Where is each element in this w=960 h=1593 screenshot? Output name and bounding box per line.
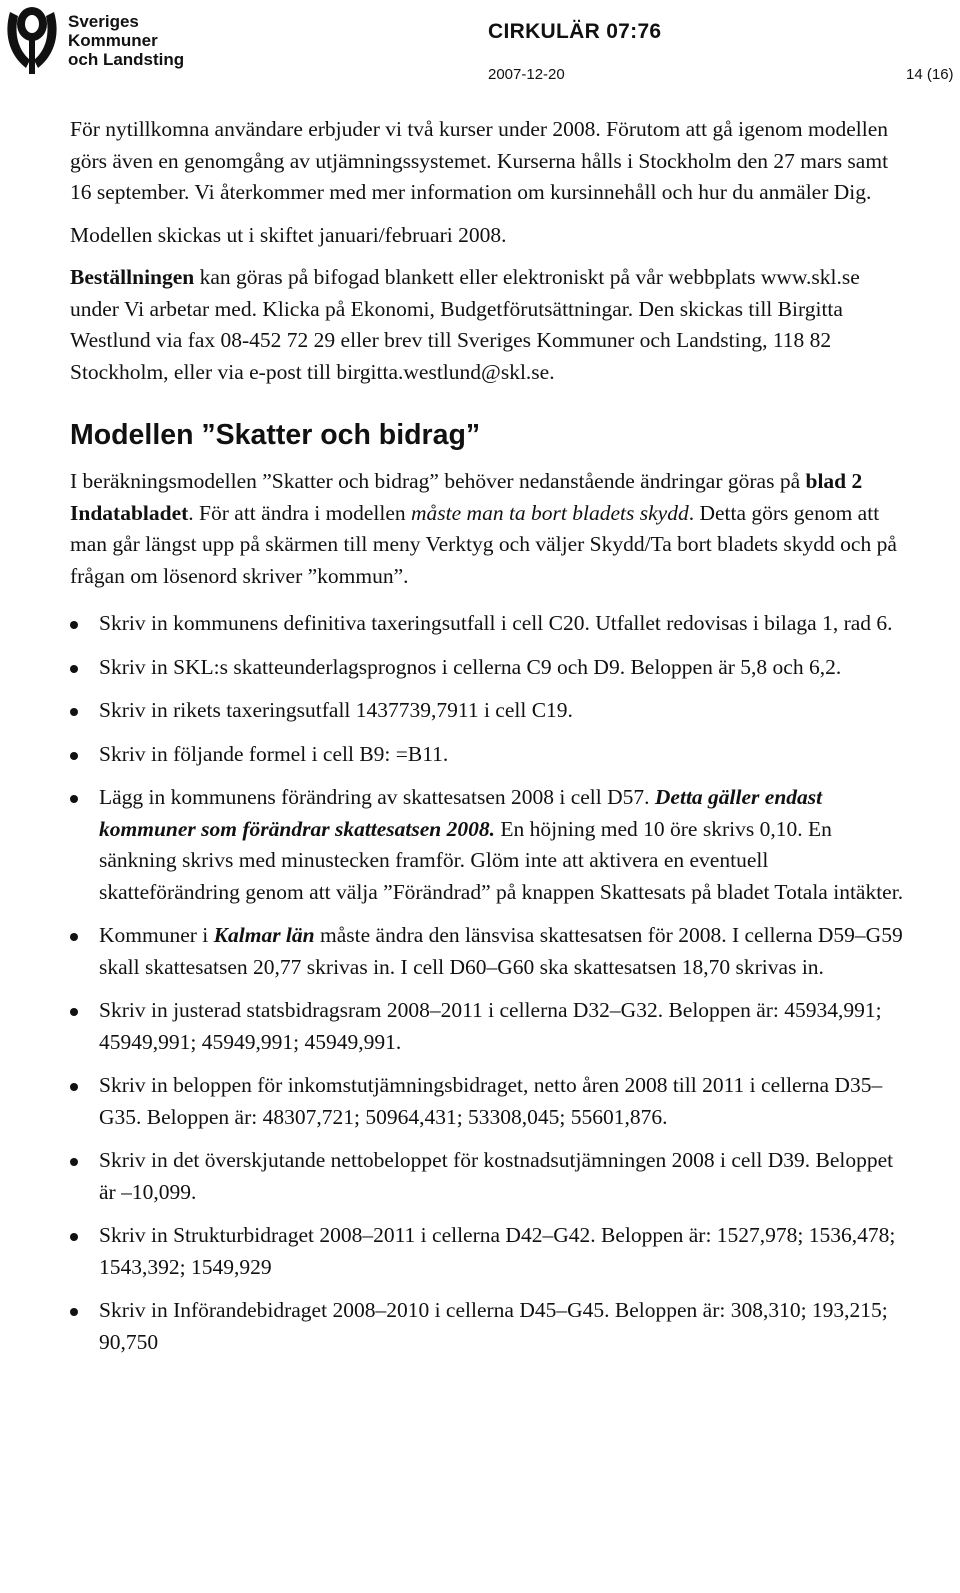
- list-item: [70, 1220, 910, 1283]
- list-item-text: Skriv in Införandebidraget 2008–2010 i cellerna D45–G45. Beloppen är: 308,310; 193,215; 90,750: [99, 1298, 888, 1354]
- logo-line-2: Kommuner: [68, 31, 158, 50]
- bullet-icon: [70, 1083, 78, 1091]
- list-item: [70, 695, 910, 727]
- list-item: [70, 1145, 910, 1208]
- circular-date: 2007-12-20: [488, 66, 565, 83]
- list-item-text-b: En höjning med 10 öre skrivs 0,10. En sänkning skrivs med minustecken framför. Glöm inte att aktivera en eventuell skatteförändring genom att välja ”Förändrad” på knappen Skattesats på bladet Totala intäkter.: [99, 816, 904, 904]
- section-sheet-name: blad 2 Indatabladet: [70, 469, 863, 525]
- list-item-text: Skriv in kommunens definitiva taxeringsutfall i cell C20. Utfallet redovisas i bilaga 1, rad 6.: [99, 611, 893, 635]
- bullet-icon: [70, 1158, 78, 1166]
- list-item-emphasis: Detta gäller endast kommuner som förändrar skattesatsen 2008.: [99, 785, 823, 841]
- section-italic-note: måste man ta bort bladets skydd: [411, 500, 689, 525]
- skl-logo: [2, 2, 192, 78]
- list-item-text: Skriv in SKL:s skatteunderlagsprognos i cellerna C9 och D9. Beloppen är 5,8 och 6,2.: [99, 654, 842, 679]
- bullet-icon: [70, 933, 78, 941]
- bullet-icon: [70, 1233, 78, 1241]
- order-text: kan göras på bifogad blankett eller elektroniskt på vår webbplats www.skl.se under Vi arbetar med. Klicka på Ekonomi, Budgetförutsättningar. Den skickas till Birgitta Westlund via fax 08-452 72 29 eller brev till Sveriges Kommuner och Landsting, 118 82 Stockholm, eller via e-post till birgitta.westlund@skl.se.: [70, 265, 860, 384]
- list-item-text: Skriv in rikets taxeringsutfall 1437739,7911 i cell C19.: [99, 698, 573, 722]
- list-item: [70, 1295, 910, 1358]
- bullet-icon: [70, 1008, 78, 1016]
- list-item: [70, 739, 910, 771]
- list-item-text: Skriv in justerad statsbidragsram 2008–2011 i cellerna D32–G32. Beloppen är: 45934,991; 45949,991; 45949,991; 45949,991.: [99, 998, 882, 1054]
- list-item: [70, 782, 910, 908]
- bullet-icon: [70, 1308, 78, 1316]
- section-text-a: I beräkningsmodellen ”Skatter och bidrag” behöver nedanstående ändringar göras på: [70, 469, 806, 493]
- intro-paragraph-dispatch: Modellen skickas ut i skiftet januari/februari 2008.: [70, 222, 507, 247]
- section-text-b: . För att ändra i modellen: [188, 500, 412, 525]
- instruction-list: [70, 608, 910, 1358]
- logo-line-1: Sveriges: [68, 12, 139, 31]
- logo-line-3: och Landsting: [68, 50, 185, 69]
- list-item-text-a: Lägg in kommunens förändring av skattesatsen 2008 i cell D57.: [99, 785, 655, 809]
- list-item: [70, 608, 910, 640]
- list-item-text-b: måste ändra den länsvisa skattesatsen för 2008. I cellerna D59–G59 skall skattesatsen 20,77 skrivas in. I cell D60–G60 ska skattesatsen 18,70 skrivas in.: [99, 923, 903, 979]
- skl-logo-emblem-icon: [2, 2, 62, 78]
- intro-paragraph-courses: För nytillkomna användare erbjuder vi två kurser under 2008. Förutom att gå igenom modellen görs även en genomgång av utjämningssystemet. Kurserna hålls i Stockholm den 27 mars samt 16 september. Vi återkommer med mer information om kursinnehåll och hur du anmäler Dig.: [70, 117, 889, 204]
- section-paragraph: [70, 466, 910, 592]
- list-item-text: Skriv in följande formel i cell B9: =B11.: [99, 741, 449, 766]
- list-item-emphasis: Kalmar län: [213, 923, 315, 947]
- bullet-icon: [70, 665, 78, 673]
- list-item: [70, 1070, 910, 1133]
- list-item: [70, 995, 910, 1058]
- page-header: [0, 0, 960, 90]
- document-body: [70, 114, 910, 1370]
- intro-paragraph-order: [70, 262, 910, 388]
- list-item: [70, 920, 910, 983]
- logo-wordmark: [68, 12, 184, 69]
- bullet-icon: [70, 708, 78, 716]
- section-heading: Modellen ”Skatter och bidrag”: [70, 419, 481, 451]
- bullet-icon: [70, 752, 78, 760]
- list-item: [70, 652, 910, 684]
- page-number: 14 (16): [906, 66, 954, 83]
- list-item-text-a: Kommuner i: [99, 923, 214, 947]
- section-text-c: . Detta görs genom att man går längst upp på skärmen till meny Verktyg och väljer Skydd/Ta bort bladets skydd och på frågan om lösenord skriver ”kommun”.: [70, 500, 897, 588]
- list-item-text: Skriv in Strukturbidraget 2008–2011 i cellerna D42–G42. Beloppen är: 1527,978; 1536,478; 1543,392; 1549,929: [99, 1223, 896, 1279]
- list-item-text: Skriv in det överskjutande nettobeloppet för kostnadsutjämningen 2008 i cell D39. Beloppet är –10,099.: [99, 1148, 894, 1204]
- bullet-icon: [70, 621, 78, 629]
- list-item-text: Skriv in beloppen för inkomstutjämningsbidraget, netto åren 2008 till 2011 i cellerna D35–G35. Beloppen är: 48307,721; 50964,431; 53308,045; 55601,876.: [99, 1073, 883, 1129]
- bullet-icon: [70, 795, 78, 803]
- order-label: Beställningen: [70, 265, 195, 289]
- circular-title: CIRKULÄR 07:76: [488, 20, 662, 43]
